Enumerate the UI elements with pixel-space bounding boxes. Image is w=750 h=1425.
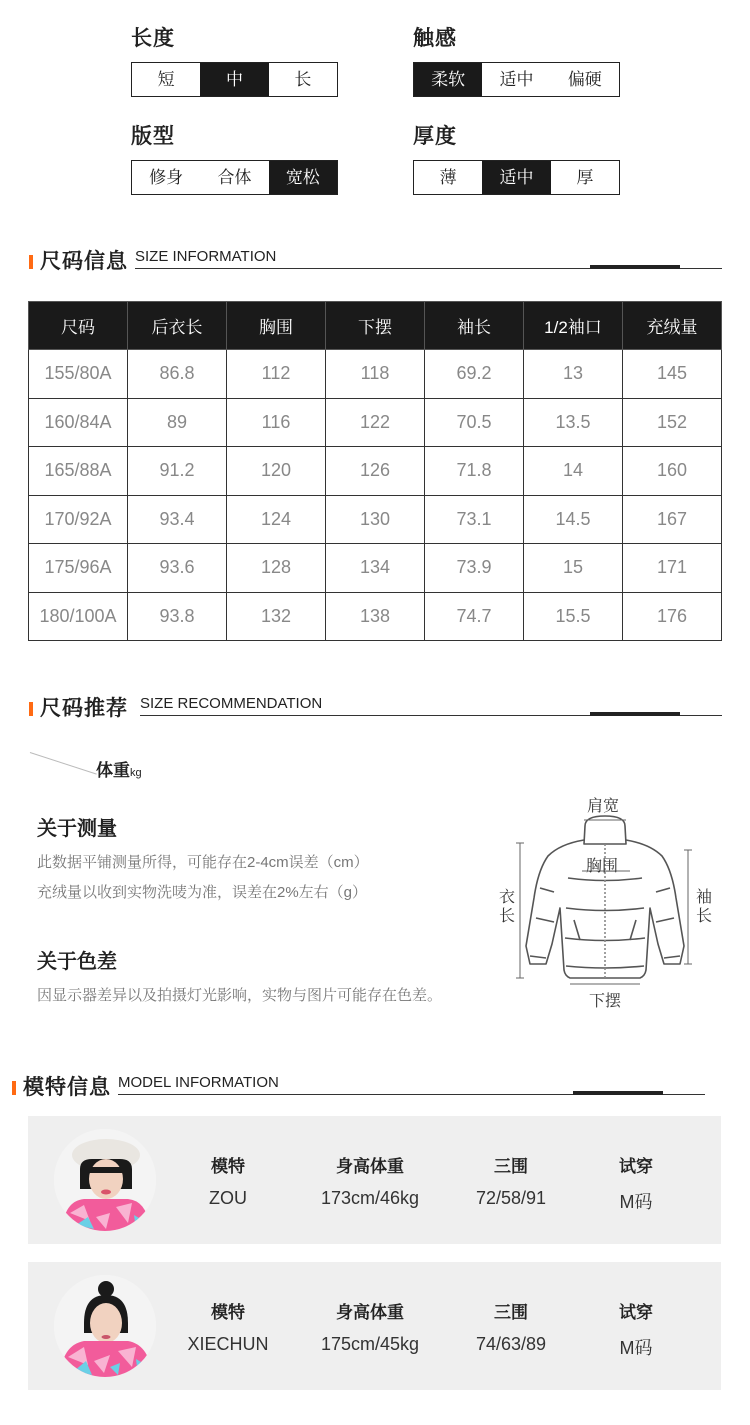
measurement-note-2: 充绒量以收到实物洗唛为准，误差在2%左右（g） bbox=[37, 884, 368, 901]
cell: 70.5 bbox=[425, 398, 524, 447]
length-selector bbox=[131, 62, 338, 97]
option-medium: 中 bbox=[200, 63, 268, 96]
cell: 69.2 bbox=[425, 350, 524, 399]
cell: 86.8 bbox=[128, 350, 227, 399]
table-header-row bbox=[29, 302, 722, 350]
model-measurements: 74/63/89 bbox=[475, 1334, 547, 1354]
cell: 73.1 bbox=[425, 495, 524, 544]
model-photo-icon bbox=[54, 1275, 156, 1377]
decorative-line bbox=[30, 752, 97, 775]
attr-title: 版型 bbox=[131, 125, 175, 148]
size-table bbox=[28, 301, 722, 641]
touch-selector bbox=[413, 62, 620, 97]
model-card bbox=[28, 1262, 721, 1390]
attr-fit bbox=[131, 122, 338, 195]
label-chest: 胸围 bbox=[586, 858, 619, 875]
header-model: 模特 bbox=[211, 1157, 245, 1176]
model-size: M码 bbox=[619, 1192, 653, 1212]
option-slim: 修身 bbox=[149, 168, 184, 187]
option-moderate: 适中 bbox=[482, 161, 550, 194]
model-height-weight: 175cm/45kg bbox=[320, 1334, 420, 1354]
option-firm: 偏硬 bbox=[567, 70, 602, 89]
section-header-size-info bbox=[0, 240, 750, 280]
model-card bbox=[28, 1116, 721, 1244]
table-row bbox=[29, 447, 722, 496]
cell: 13.5 bbox=[524, 398, 623, 447]
weight-unit: kg bbox=[130, 767, 142, 779]
cell: 155/80A bbox=[29, 350, 128, 399]
table-row bbox=[29, 495, 722, 544]
cell: 176 bbox=[623, 592, 722, 641]
model-size: M码 bbox=[619, 1338, 653, 1358]
color-diff-title: 关于色差 bbox=[37, 951, 117, 973]
cell: 170/92A bbox=[29, 495, 128, 544]
cell: 14 bbox=[524, 447, 623, 496]
model-name: XIECHUN bbox=[187, 1334, 269, 1354]
model-avatar bbox=[54, 1275, 156, 1377]
header-height-weight: 身高体重 bbox=[336, 1157, 404, 1176]
model-name: ZOU bbox=[209, 1188, 247, 1208]
col-down-fill: 充绒量 bbox=[623, 302, 722, 350]
col-chest: 胸围 bbox=[227, 302, 326, 350]
option-short: 短 bbox=[157, 70, 175, 89]
cell: 175/96A bbox=[29, 544, 128, 593]
cell: 112 bbox=[227, 350, 326, 399]
cell: 89 bbox=[128, 398, 227, 447]
option-soft: 柔软 bbox=[414, 63, 482, 96]
fit-selector bbox=[131, 160, 338, 195]
header-size: 试穿 bbox=[619, 1303, 653, 1322]
attr-thickness bbox=[413, 122, 620, 195]
cell: 167 bbox=[623, 495, 722, 544]
divider-accent bbox=[590, 265, 680, 269]
option-regular: 合体 bbox=[217, 168, 252, 187]
cell: 132 bbox=[227, 592, 326, 641]
cell: 152 bbox=[623, 398, 722, 447]
jacket-diagram bbox=[490, 788, 720, 1018]
header-size: 试穿 bbox=[619, 1157, 653, 1176]
cell: 15.5 bbox=[524, 592, 623, 641]
cell: 71.8 bbox=[425, 447, 524, 496]
accent-bar bbox=[29, 702, 33, 716]
cell: 118 bbox=[326, 350, 425, 399]
cell: 91.2 bbox=[128, 447, 227, 496]
cell: 126 bbox=[326, 447, 425, 496]
option-loose: 宽松 bbox=[269, 161, 337, 194]
attr-length bbox=[131, 24, 338, 97]
attr-title: 长度 bbox=[131, 27, 175, 50]
weight-label: 体重kg bbox=[96, 761, 142, 780]
section-header-model-info bbox=[0, 1066, 750, 1106]
cell: 116 bbox=[227, 398, 326, 447]
color-diff-note: 因显示器差异以及拍摄灯光影响，实物与图片可能存在色差。 bbox=[37, 987, 443, 1004]
section-title: 模特信息 bbox=[23, 1076, 111, 1099]
cell: 171 bbox=[623, 544, 722, 593]
label-length: 衣长 bbox=[498, 889, 515, 925]
attr-title: 触感 bbox=[413, 27, 457, 50]
option-thick: 厚 bbox=[576, 168, 594, 187]
table-row bbox=[29, 592, 722, 641]
section-subtitle: MODEL INFORMATION bbox=[118, 1074, 279, 1091]
header-height-weight: 身高体重 bbox=[336, 1303, 404, 1322]
col-hem: 下摆 bbox=[326, 302, 425, 350]
label-sleeve: 袖长 bbox=[695, 889, 712, 925]
thickness-selector bbox=[413, 160, 620, 195]
cell: 128 bbox=[227, 544, 326, 593]
cell: 14.5 bbox=[524, 495, 623, 544]
section-title: 尺码信息 bbox=[40, 250, 128, 273]
cell: 165/88A bbox=[29, 447, 128, 496]
col-sleeve: 袖长 bbox=[425, 302, 524, 350]
measurement-title: 关于测量 bbox=[37, 818, 117, 840]
table-row bbox=[29, 398, 722, 447]
section-subtitle: SIZE RECOMMENDATION bbox=[140, 695, 323, 712]
model-photo-icon bbox=[54, 1129, 156, 1231]
section-title: 尺码推荐 bbox=[40, 697, 128, 720]
accent-bar bbox=[29, 255, 33, 269]
divider-accent bbox=[590, 712, 680, 716]
label-hem: 下摆 bbox=[589, 993, 622, 1010]
model-measurements: 72/58/91 bbox=[475, 1188, 547, 1208]
cell: 124 bbox=[227, 495, 326, 544]
cell: 93.6 bbox=[128, 544, 227, 593]
col-back-length: 后衣长 bbox=[128, 302, 227, 350]
measurement-note-1: 此数据平铺测量所得，可能存在2-4cm误差（cm） bbox=[37, 854, 369, 871]
section-header-size-rec bbox=[0, 687, 750, 727]
model-avatar bbox=[54, 1129, 156, 1231]
accent-bar bbox=[12, 1081, 16, 1095]
divider-accent bbox=[573, 1091, 663, 1095]
header-model: 模特 bbox=[211, 1303, 245, 1322]
option-moderate: 适中 bbox=[499, 70, 534, 89]
cell: 13 bbox=[524, 350, 623, 399]
cell: 93.8 bbox=[128, 592, 227, 641]
cell: 93.4 bbox=[128, 495, 227, 544]
cell: 15 bbox=[524, 544, 623, 593]
jacket-outline-icon bbox=[490, 788, 720, 1018]
header-measurements: 三围 bbox=[494, 1157, 528, 1176]
cell: 122 bbox=[326, 398, 425, 447]
cell: 130 bbox=[326, 495, 425, 544]
attr-title: 厚度 bbox=[413, 125, 457, 148]
cell: 160/84A bbox=[29, 398, 128, 447]
table-row bbox=[29, 544, 722, 593]
cell: 120 bbox=[227, 447, 326, 496]
table-row bbox=[29, 350, 722, 399]
model-height-weight: 173cm/46kg bbox=[320, 1188, 420, 1208]
cell: 74.7 bbox=[425, 592, 524, 641]
attr-touch bbox=[413, 24, 620, 97]
section-subtitle: SIZE INFORMATION bbox=[135, 248, 277, 265]
cell: 160 bbox=[623, 447, 722, 496]
cell: 73.9 bbox=[425, 544, 524, 593]
cell: 145 bbox=[623, 350, 722, 399]
col-cuff: 1/2袖口 bbox=[524, 302, 623, 350]
option-thin: 薄 bbox=[439, 168, 457, 187]
option-long: 长 bbox=[294, 70, 312, 89]
cell: 134 bbox=[326, 544, 425, 593]
cell: 138 bbox=[326, 592, 425, 641]
cell: 180/100A bbox=[29, 592, 128, 641]
label-shoulder: 肩宽 bbox=[587, 798, 620, 815]
col-size: 尺码 bbox=[29, 302, 128, 350]
header-measurements: 三围 bbox=[494, 1303, 528, 1322]
